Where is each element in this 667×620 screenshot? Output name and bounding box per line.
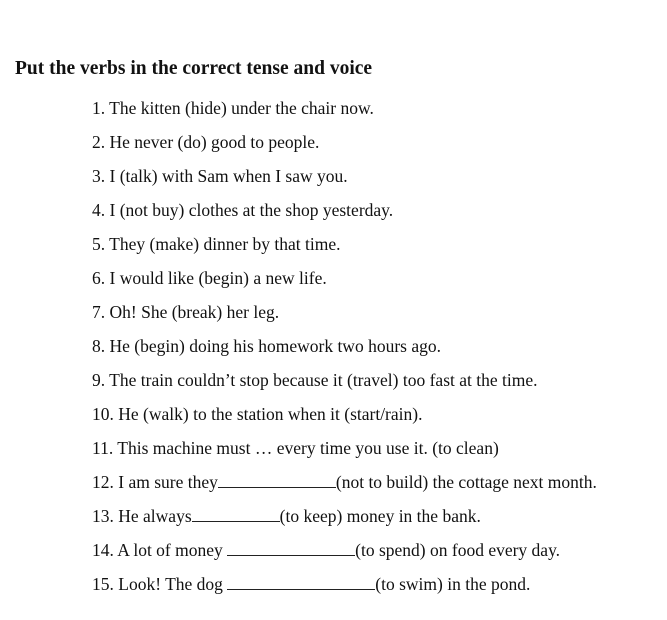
exercise-item-14-suffix: (to spend) on food every day. — [355, 540, 561, 560]
exercise-item-3: 3. I (talk) with Sam when I saw you. — [92, 166, 348, 186]
answer-blank-15[interactable] — [227, 573, 375, 590]
exercise-item-12-suffix: (not to build) the cottage next month. — [335, 472, 597, 492]
exercise-item-9: 9. The train couldn’t stop because it (travel) too fast at the time. — [92, 370, 538, 390]
exercise-item-14 — [92, 538, 597, 572]
exercise-item-13-suffix: (to keep) money in the bank. — [279, 506, 481, 526]
exercise-item-12 — [92, 470, 597, 504]
exercise-item-4: 4. I (not buy) clothes at the shop yesterday. — [92, 200, 394, 220]
exercise-item-8: 8. He (begin) doing his homework two hours ago. — [92, 336, 441, 356]
worksheet-title: Put the verbs in the correct tense and voice — [15, 58, 373, 79]
exercise-item-15-prefix: 15. Look! The dog — [92, 574, 228, 594]
answer-blank-12[interactable] — [218, 471, 336, 488]
answer-blank-13[interactable] — [192, 505, 280, 522]
exercise-item-14-prefix: 14. A lot of money — [92, 540, 228, 560]
exercise-item-5: 5. They (make) dinner by that time. — [92, 234, 341, 254]
exercise-item-11: 11. This machine must … every time you use it. (to clean) — [92, 438, 499, 458]
exercise-list — [92, 96, 597, 606]
exercise-item-10: 10. He (walk) to the station when it (start/rain). — [92, 404, 423, 424]
exercise-item-1: 1. The kitten (hide) under the chair now. — [92, 98, 374, 118]
exercise-item-7: 7. Oh! She (break) her leg. — [92, 302, 280, 322]
exercise-item-15-suffix: (to swim) in the pond. — [375, 574, 531, 594]
exercise-item-13-prefix: 13. He always — [92, 506, 192, 526]
exercise-item-15 — [92, 572, 597, 606]
exercise-item-13 — [92, 504, 597, 538]
answer-blank-14[interactable] — [227, 539, 355, 556]
exercise-item-2: 2. He never (do) good to people. — [92, 132, 320, 152]
exercise-item-6: 6. I would like (begin) a new life. — [92, 268, 327, 288]
exercise-item-12-prefix: 12. I am sure they — [92, 472, 218, 492]
